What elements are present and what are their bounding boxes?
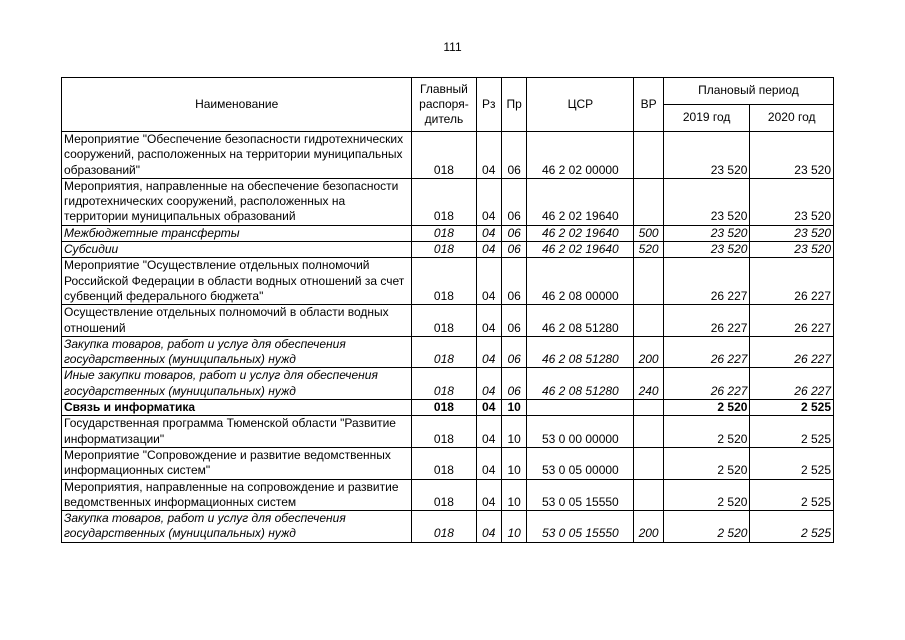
row-name: Субсидии <box>62 242 412 258</box>
row-rz: 04 <box>476 368 501 400</box>
table-row <box>62 447 834 479</box>
row-rz: 04 <box>476 416 501 448</box>
row-manager: 018 <box>412 242 476 258</box>
row-amount-2020: 2 525 <box>750 479 834 511</box>
row-pr: 06 <box>501 132 526 179</box>
row-csr: 46 2 08 51280 <box>527 336 634 368</box>
row-amount-2020: 26 227 <box>750 258 834 305</box>
row-manager: 018 <box>412 258 476 305</box>
row-csr: 53 0 05 00000 <box>527 447 634 479</box>
row-rz: 04 <box>476 400 501 416</box>
row-csr: 46 2 02 19640 <box>527 178 634 225</box>
row-amount-2019: 23 520 <box>663 225 750 241</box>
row-amount-2020: 23 520 <box>750 132 834 179</box>
header-manager-line2: распоря- <box>419 96 469 111</box>
row-amount-2019: 2 520 <box>663 416 750 448</box>
row-amount-2019: 2 520 <box>663 447 750 479</box>
table-row <box>62 178 834 225</box>
row-amount-2019: 23 520 <box>663 242 750 258</box>
row-name: Осуществление отдельных полномочий в области водных отношений <box>62 305 412 337</box>
row-amount-2019: 26 227 <box>663 305 750 337</box>
row-name: Межбюджетные трансферты <box>62 225 412 241</box>
row-amount-2019: 23 520 <box>663 132 750 179</box>
header-pr: Пр <box>501 78 526 132</box>
row-amount-2019: 2 520 <box>663 511 750 543</box>
row-pr: 10 <box>501 416 526 448</box>
row-manager: 018 <box>412 447 476 479</box>
row-rz: 04 <box>476 225 501 241</box>
row-pr: 10 <box>501 479 526 511</box>
header-plan-period: Плановый период <box>663 78 833 105</box>
row-amount-2020: 2 525 <box>750 400 834 416</box>
row-vr: 520 <box>634 242 664 258</box>
row-manager: 018 <box>412 178 476 225</box>
row-amount-2019: 26 227 <box>663 258 750 305</box>
row-amount-2020: 2 525 <box>750 511 834 543</box>
row-amount-2019: 26 227 <box>663 336 750 368</box>
row-rz: 04 <box>476 511 501 543</box>
header-vr: ВР <box>634 78 664 132</box>
row-amount-2020: 23 520 <box>750 242 834 258</box>
row-manager: 018 <box>412 132 476 179</box>
header-manager-line1: Главный <box>420 81 468 96</box>
header-name: Наименование <box>62 78 412 132</box>
table-row <box>62 479 834 511</box>
row-csr: 46 2 08 00000 <box>527 258 634 305</box>
row-pr: 06 <box>501 225 526 241</box>
row-csr: 53 0 05 15550 <box>527 479 634 511</box>
row-amount-2020: 26 227 <box>750 305 834 337</box>
row-vr: 200 <box>634 336 664 368</box>
row-name: Закупка товаров, работ и услуг для обеспечения государственных (муниципальных) нужд <box>62 336 412 368</box>
table-row <box>62 416 834 448</box>
row-vr <box>634 132 664 179</box>
table-row <box>62 368 834 400</box>
row-rz: 04 <box>476 132 501 179</box>
row-name: Мероприятие "Обеспечение безопасности гидротехнических сооружений, расположенных на территории муниципальных образований" <box>62 132 412 179</box>
table-row <box>62 336 834 368</box>
header-manager-line3: дитель <box>424 112 464 127</box>
row-rz: 04 <box>476 258 501 305</box>
row-manager: 018 <box>412 416 476 448</box>
row-amount-2019: 2 520 <box>663 479 750 511</box>
page-number: 111 <box>443 40 462 54</box>
table-row <box>62 242 834 258</box>
row-amount-2020: 23 520 <box>750 225 834 241</box>
row-rz: 04 <box>476 336 501 368</box>
row-rz: 04 <box>476 305 501 337</box>
row-rz: 04 <box>476 242 501 258</box>
row-vr <box>634 447 664 479</box>
table-row <box>62 305 834 337</box>
row-vr: 500 <box>634 225 664 241</box>
row-manager: 018 <box>412 511 476 543</box>
row-manager: 018 <box>412 368 476 400</box>
row-pr: 10 <box>501 447 526 479</box>
row-csr: 46 2 02 19640 <box>527 242 634 258</box>
row-name: Мероприятия, направленные на обеспечение безопасности гидротехнических сооружений, расположенных на территории муниципальных образований <box>62 178 412 225</box>
row-pr: 06 <box>501 368 526 400</box>
row-amount-2020: 23 520 <box>750 178 834 225</box>
header-manager <box>412 78 476 132</box>
row-vr <box>634 416 664 448</box>
row-pr: 06 <box>501 258 526 305</box>
row-csr: 46 2 08 51280 <box>527 368 634 400</box>
row-manager: 018 <box>412 225 476 241</box>
row-csr: 46 2 02 00000 <box>527 132 634 179</box>
row-pr: 06 <box>501 305 526 337</box>
row-rz: 04 <box>476 447 501 479</box>
row-vr: 200 <box>634 511 664 543</box>
row-vr <box>634 479 664 511</box>
header-year-2019: 2019 год <box>663 105 750 132</box>
row-manager: 018 <box>412 336 476 368</box>
row-csr <box>527 400 634 416</box>
row-csr: 46 2 08 51280 <box>527 305 634 337</box>
header-year-2020: 2020 год <box>750 105 834 132</box>
table-row <box>62 400 834 416</box>
row-amount-2019: 2 520 <box>663 400 750 416</box>
row-csr: 46 2 02 19640 <box>527 225 634 241</box>
row-amount-2019: 23 520 <box>663 178 750 225</box>
row-csr: 53 0 00 00000 <box>527 416 634 448</box>
table-row <box>62 258 834 305</box>
row-rz: 04 <box>476 178 501 225</box>
budget-table <box>61 77 834 543</box>
table-row <box>62 132 834 179</box>
row-pr: 06 <box>501 178 526 225</box>
row-amount-2020: 26 227 <box>750 368 834 400</box>
row-vr <box>634 305 664 337</box>
row-pr: 10 <box>501 400 526 416</box>
row-amount-2020: 26 227 <box>750 336 834 368</box>
row-vr <box>634 258 664 305</box>
row-vr <box>634 400 664 416</box>
row-vr: 240 <box>634 368 664 400</box>
row-pr: 10 <box>501 511 526 543</box>
row-amount-2020: 2 525 <box>750 447 834 479</box>
row-rz: 04 <box>476 479 501 511</box>
row-manager: 018 <box>412 400 476 416</box>
header-rz: Рз <box>476 78 501 132</box>
row-amount-2020: 2 525 <box>750 416 834 448</box>
row-name: Мероприятие "Сопровождение и развитие ведомственных информационных систем" <box>62 447 412 479</box>
row-amount-2019: 26 227 <box>663 368 750 400</box>
table-row <box>62 511 834 543</box>
table-body <box>62 132 834 543</box>
row-name: Иные закупки товаров, работ и услуг для обеспечения государственных (муниципальных) нужд <box>62 368 412 400</box>
row-name: Закупка товаров, работ и услуг для обеспечения государственных (муниципальных) нужд <box>62 511 412 543</box>
table-row <box>62 225 834 241</box>
row-pr: 06 <box>501 336 526 368</box>
row-pr: 06 <box>501 242 526 258</box>
row-name: Мероприятия, направленные на сопровождение и развитие ведомственных информационных систем <box>62 479 412 511</box>
row-csr: 53 0 05 15550 <box>527 511 634 543</box>
row-manager: 018 <box>412 479 476 511</box>
row-vr <box>634 178 664 225</box>
header-csr: ЦСР <box>527 78 634 132</box>
row-name: Мероприятие "Осуществление отдельных полномочий Российской Федерации в области водных отношений за счет субвенций федерального бюджета" <box>62 258 412 305</box>
row-name: Государственная программа Тюменской области "Развитие информатизации" <box>62 416 412 448</box>
row-manager: 018 <box>412 305 476 337</box>
row-name: Связь и информатика <box>62 400 412 416</box>
